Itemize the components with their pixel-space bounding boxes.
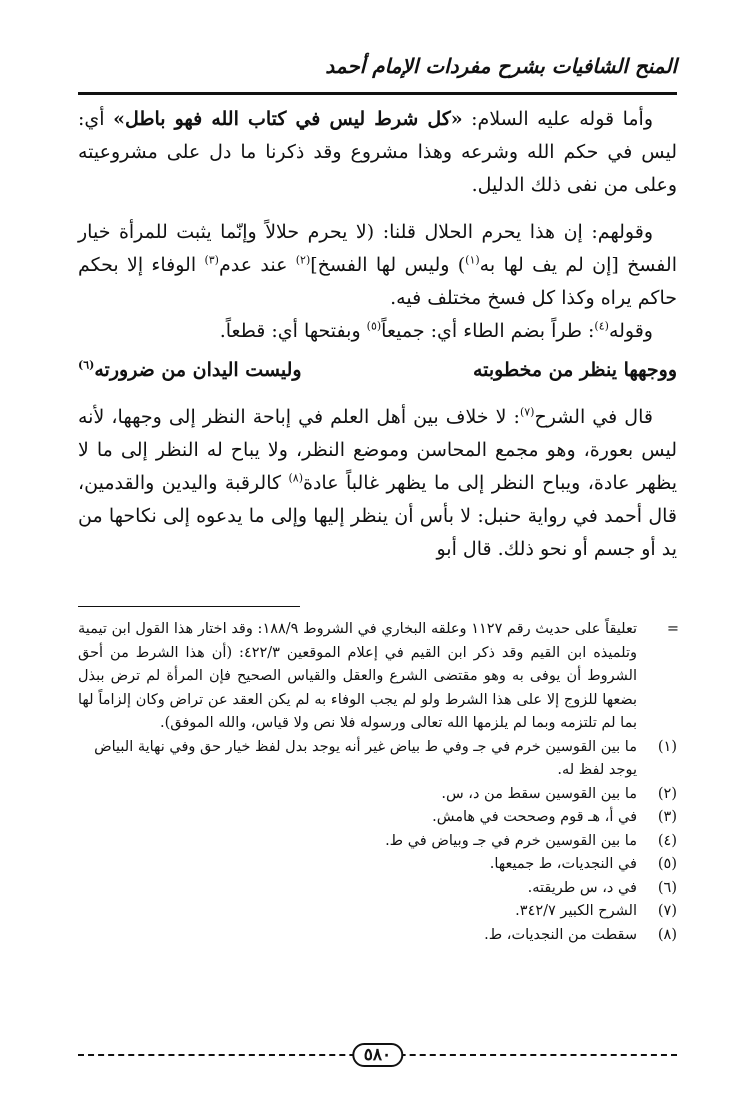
footnote-number: (٤) (657, 832, 677, 849)
footnote-text: الشرح الكبير ٣٤٢/٧. (515, 903, 637, 919)
text-run: وليست اليدان من ضرورته (94, 359, 302, 381)
footnotes (78, 618, 677, 947)
footnote-continuation (78, 618, 677, 736)
footnote-item (78, 736, 677, 783)
footnote-item (78, 853, 677, 877)
text-run: وأما قوله عليه السلام: (462, 108, 654, 130)
footnote-item (78, 924, 677, 948)
main-text (78, 103, 677, 566)
text-run: قال في الشرح (534, 406, 653, 428)
text-run: : لا خلاف بين أهل العلم في إباحة النظر إلى وجهها، لأنه ليس بعورة، وهو مجمع المحاسن وموضع النظر، ولا يباح له النظر إلى ما لا يظهر عادة، ويباح النظر إلى ما يظهر غالباً عادة (78, 406, 678, 494)
text-run: وبفتحها أي: قطعاً. (219, 320, 367, 342)
footnote-ref[interactable]: (١) (465, 253, 480, 267)
text-run: ) وليس لها الفسخ] (310, 254, 466, 276)
footnote-text: في النجديات، ط جميعها. (489, 856, 637, 872)
footnote-ref[interactable]: (٧) (519, 405, 535, 419)
footnote-number: (٥) (657, 856, 677, 872)
footnote-ref[interactable]: (٤) (594, 319, 609, 333)
text-run: وقولهم: إن هذا يحرم الحلال قلنا: (لا يحرم حلالاً وإنّما يثبت للمرأة خيار الفسخ [إن لم يف لها به (78, 221, 677, 276)
footnote-ref[interactable]: (٦) (78, 358, 95, 372)
header-rule (78, 92, 677, 95)
footnote-number: (٧) (657, 903, 677, 919)
footnote-text: ما بين القوسين خرم في جـ وبياض في ط. (385, 832, 637, 849)
page-number: ٥٨٠ (352, 1043, 403, 1067)
text-run: كالرقبة واليدين والقدمين، قال أحمد في رواية حنبل: لا بأس أن ينظر إليها وإلى ما يدعوه إلى نكاحها من يد أو جسم أو نحو ذلك. قال أبو (78, 472, 677, 560)
footnote-text: في د، س طريقته. (527, 879, 637, 896)
text-run: الوفاء إلا بحكم حاكم يراه وكذا كل فسخ مختلف فيه. (78, 254, 677, 309)
verse-first-hemistich: ووجهها ينظر من مخطوبته (472, 359, 677, 381)
footnote-ref[interactable]: (٢) (295, 253, 311, 267)
paragraph-objection (78, 216, 677, 315)
footnote-number: (٢) (657, 785, 677, 802)
footnote-item (78, 806, 677, 830)
footnote-ref[interactable]: (٣) (204, 253, 219, 267)
footnote-item (78, 830, 677, 854)
footnote-number: (٨) (657, 926, 677, 943)
footnote-text: في أ، هـ قوم وصححت في هامش. (432, 809, 637, 825)
footnote-text: ما بين القوسين خرم في جـ وفي ط بياض غير أنه يوجد بدل لفظ خيار حق وفي نهاية البياض يوجد لفظ له. (94, 738, 637, 778)
footnote-ref[interactable]: (٥) (366, 319, 382, 333)
footnote-number: (١) (657, 738, 677, 755)
text-run: : طراً بضم الطاء أي: جميعاً (381, 320, 595, 342)
footnote-number: (٣) (657, 809, 677, 825)
paragraph-word-note (78, 315, 677, 348)
hadith-quote: «كل شرط ليس في كتاب الله فهو باطل» (113, 108, 463, 130)
footnote-list (78, 736, 677, 948)
verse-gap (375, 354, 399, 387)
footnote-continuation-text: تعليقاً على حديث رقم ١١٢٧ وعلقه البخاري في الشروط ١٨٨/٩: وقد اختار هذا القول ابن تيمية وتلميذه ابن القيم وقد ذكر ابن القيم في إعلام الموقعين ٤٢٢/٣: (أن هذا الشرط من أحق الشروط أن يوفى به وهو مقتضى الشرع والعقل والقياس الصحيح فإن المرأة لم ترض ببذل بضعها للزوج إلا على هذا الشرط ولو لم يجب الوفاء به لم يكن العقد عن تراض وكان إلزاماً لها بما لم تلتزمه وبما لم يلزمها الله تعالى ورسوله فلا نص ولا قياس، والله الموفق). (78, 621, 638, 731)
paragraph-sharh (78, 401, 677, 566)
footnote-text: ما بين القوسين سقط من د، س. (441, 785, 637, 802)
continuation-mark: = (666, 621, 679, 637)
verse-second-hemistich (78, 354, 302, 387)
text-run: وقوله (608, 320, 653, 342)
footnote-separator (78, 606, 300, 607)
footnote-text: سقطت من النجديات، ط. (484, 926, 637, 943)
footnote-item (78, 877, 677, 901)
verse-line (78, 354, 677, 387)
text-run: أي: ليس في حكم الله وشرعه وهذا مشروع وقد ذكرنا ما دل على مشروعيته وعلى من نفى ذلك الدليل. (78, 108, 677, 196)
page-footer (78, 1043, 677, 1067)
footnote-ref[interactable]: (٨) (288, 471, 303, 485)
footnote-number: (٦) (657, 879, 677, 896)
footnote-item (78, 783, 677, 807)
text-run: عند عدم (218, 254, 296, 276)
running-header-title: المنح الشافيات بشرح مفردات الإمام أحمد (325, 54, 677, 78)
footnote-item (78, 900, 677, 924)
paragraph-hadith (78, 103, 677, 202)
